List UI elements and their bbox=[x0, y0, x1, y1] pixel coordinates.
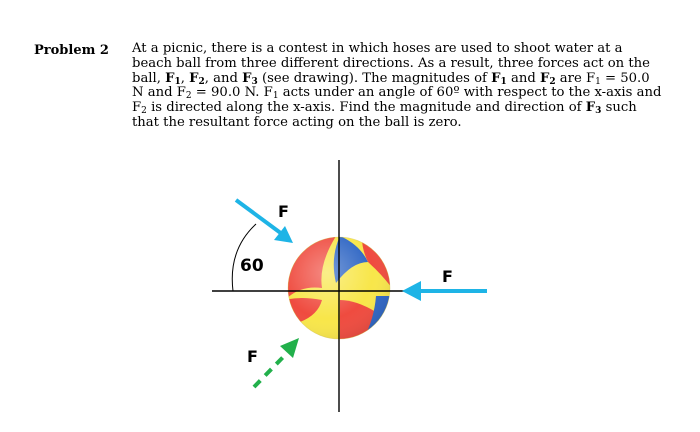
f2-label: F bbox=[442, 267, 453, 286]
f3-arrow bbox=[254, 338, 299, 387]
f3-label: F bbox=[247, 347, 258, 366]
problem-label: Problem 2 bbox=[34, 43, 109, 58]
beach-ball bbox=[280, 230, 400, 350]
angle-label: 60 bbox=[240, 256, 264, 276]
f1-label: F bbox=[278, 202, 289, 221]
problem-statement: At a picnic, there is a contest in which hoses are used to shoot water at a beach ball from three different directions. As a result, three forces act on the ball, $F_1$, $F_2$, and $F_3$ (see drawing). The magnitudes of $F_1$ and $F_2$ are $F_1 = 50.0$ N and $F_2 = 90.0$ N. $F_1$ acts under an angle of 60º with respect to the x-axis and $F_2$ is directed along the x-axis. Find the magnitude and direction of $F_3$ such that the resultant force acting on the ball is zero. bbox=[132, 41, 662, 130]
